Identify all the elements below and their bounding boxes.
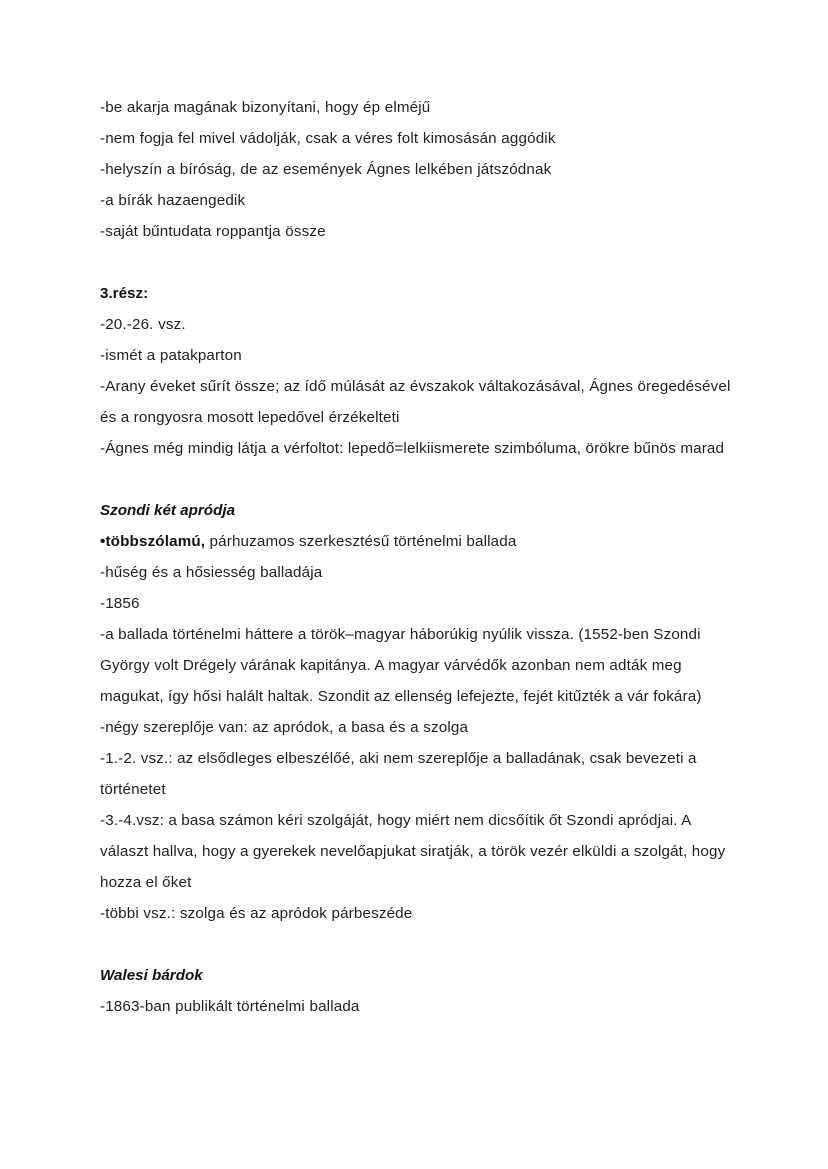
note-line: -20.-26. vsz.	[100, 316, 186, 333]
note-line: -1863-ban publikált történelmi ballada	[100, 998, 360, 1015]
note-paragraph: -Ágnes még mindig látja a vérfoltot: lepedő=lelkiismerete szimbóluma, örökre bűnös marad	[100, 440, 725, 457]
block-spacer	[100, 929, 732, 960]
section-heading-3-resz: 3.rész:	[100, 285, 149, 302]
note-line: -a bírák hazaengedik	[100, 192, 246, 209]
section-title-szondi-ket-aprodja: Szondi két apródja	[100, 502, 236, 519]
document-body	[100, 92, 732, 1022]
bullet-lead-text: •többszólamú,	[100, 533, 206, 550]
note-block-1	[100, 92, 732, 247]
note-line: -saját bűntudata roppantja össze	[100, 223, 326, 240]
note-paragraph: -3.-4.vsz: a basa számon kéri szolgáját, hogy miért nem dicsőítik őt Szondi apródjai. A választ hallva, hogy a gyerekek nevelőapjukat siratják, a török vezér elküldi a szolgát, hogy hozza el őket	[100, 812, 726, 891]
block-spacer	[100, 464, 732, 495]
note-line: -helyszín a bíróság, de az események Ágnes lelkében játszódnak	[100, 161, 552, 178]
note-line: -nem fogja fel mivel vádolják, csak a véres folt kimosásán aggódik	[100, 130, 556, 147]
note-line: -ismét a patakparton	[100, 347, 242, 364]
note-paragraph: -1.-2. vsz.: az elsődleges elbeszélőé, aki nem szereplője a balladának, csak bevezeti a történetet	[100, 750, 697, 798]
note-paragraph: -Arany éveket sűrít össze; az ídő múlását az évszakok váltakozásával, Ágnes öregedésével és a rongyosra mosott lepedővel érzékelteti	[100, 378, 731, 426]
bullet-rest-text: párhuzamos szerkesztésű történelmi ballada	[205, 533, 517, 550]
note-line: -1856	[100, 595, 140, 612]
bullet-line	[100, 526, 732, 557]
note-line: -be akarja magának bizonyítani, hogy ép elméjű	[100, 99, 431, 116]
note-paragraph: -a ballada történelmi háttere a török–magyar háborúkig nyúlik vissza. (1552-ben Szondi György volt Drégely várának kapitánya. A magyar várvédők azonban nem adták meg magukat, így hősi halált haltak. Szondit az ellenség lefejezte, fejét kitűzték a vár fokára)	[100, 626, 702, 705]
note-line: -többi vsz.: szolga és az apródok párbeszéde	[100, 905, 413, 922]
note-line: -hűség és a hősiesség balladája	[100, 564, 323, 581]
note-block-3	[100, 495, 732, 929]
note-block-2	[100, 278, 732, 464]
note-block-4	[100, 960, 732, 1022]
note-line: -négy szereplője van: az apródok, a basa és a szolga	[100, 719, 469, 736]
block-spacer	[100, 247, 732, 278]
section-title-walesi-bardok: Walesi bárdok	[100, 967, 203, 984]
